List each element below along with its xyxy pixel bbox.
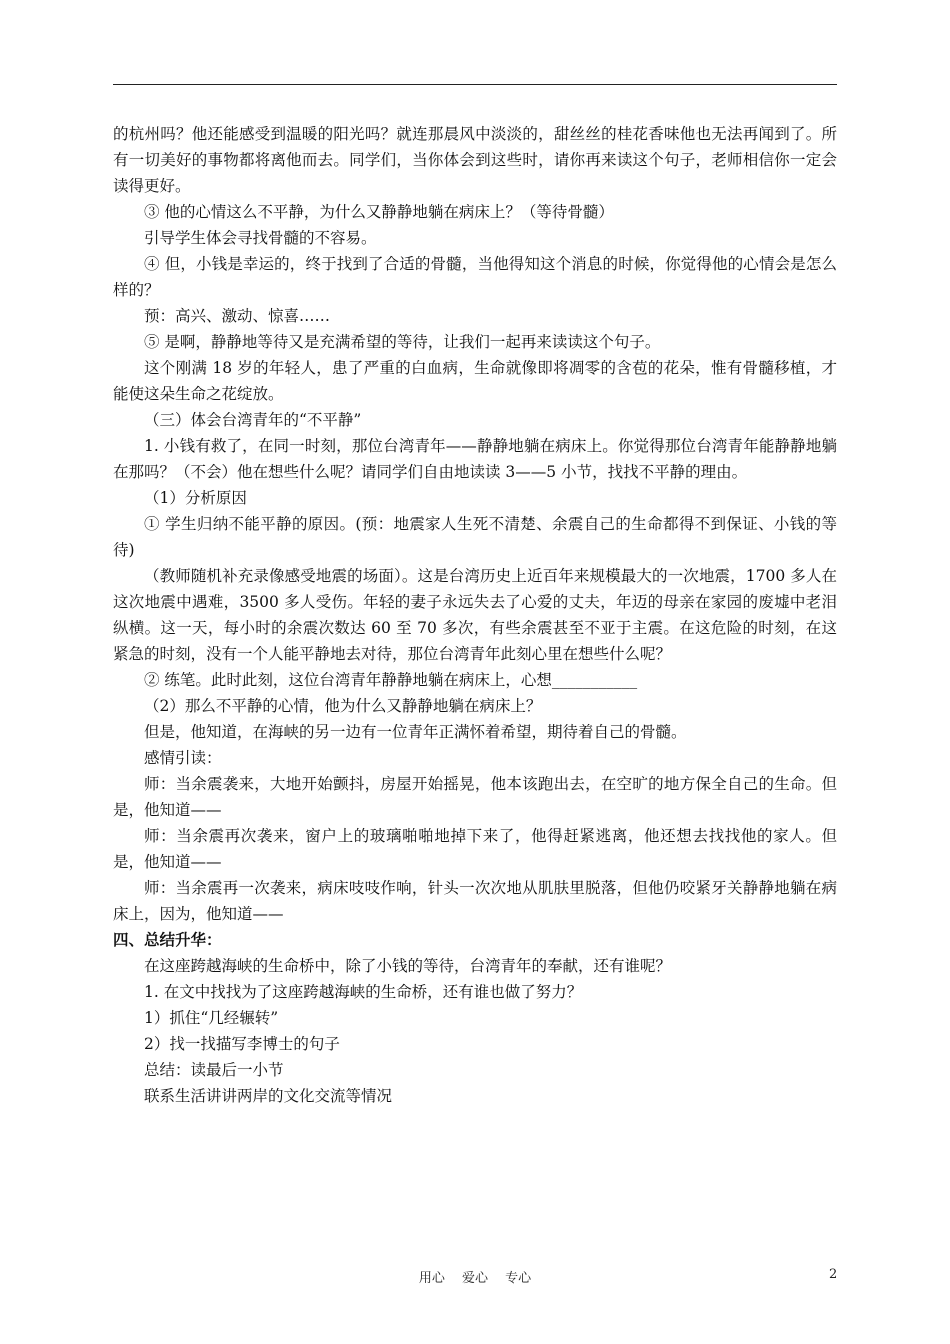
- paragraph: 总结：读最后一小节: [144, 1061, 284, 1079]
- paragraph: ② 练笔。此时此刻，这位台湾青年静静地躺在病床上，心想___________: [144, 671, 638, 689]
- paragraph: 但是，他知道，在海峡的另一边有一位青年正满怀着希望，期待着自己的骨髓。: [144, 723, 687, 741]
- paragraph: 1. 小钱有救了，在同一时刻，那位台湾青年——静静地躺在病床上。你觉得那位台湾青年能静静地躺在那吗？（不会）他在想些什么呢？请同学们自由地读读 3——5 小节，找找不平静的理由。: [113, 437, 837, 481]
- paragraph: ① 学生归纳不能平静的原因。(预：地震家人生死不清楚、余震自己的生命都得不到保证、小钱的等待): [113, 515, 837, 559]
- paragraph: 2）找一找描写李博士的句子: [144, 1035, 340, 1053]
- paragraph: 师：当余震再次袭来，窗户上的玻璃啪啪地掉下来了，他得赶紧逃离，他还想去找找他的家人。但是，他知道——: [113, 827, 837, 871]
- paragraph: ③ 他的心情这么不平静，为什么又静静地躺在病床上？（等待骨髓）: [144, 203, 614, 221]
- paragraph: 引导学生体会寻找骨髓的不容易。: [144, 229, 377, 247]
- paragraph: 预：高兴、激动、惊喜……: [144, 307, 331, 325]
- paragraph: ⑤ 是啊，静静地等待又是充满希望的等待，让我们一起再来读读这个句子。: [144, 333, 661, 351]
- footer-motto: 用心 爱心 专心: [418, 1271, 532, 1286]
- paragraph: （教师随机补充录像感受地震的场面）。这是台湾历史上近百年来规模最大的一次地震，1700 多人在这次地震中遇难，3500 多人受伤。年轻的妻子永远失去了心爱的丈夫，年迈的母亲在家园的废墟中老泪纵横。这一天，每小时的余震次数达 60 至 70 多次，有些余震甚至不亚于主震。在这危险的时刻，在这紧急的时刻，没有一个人能平静地去对待，那位台湾青年此刻心里在想些什么呢？: [113, 567, 837, 663]
- paragraph: 师：当余震再一次袭来，病床吱吱作响，针头一次次地从肌肤里脱落，但他仍咬紧牙关静静地躺在病床上，因为，他知道——: [113, 879, 837, 923]
- paragraph: （1）分析原因: [144, 489, 247, 507]
- section-heading: 四、总结升华：: [113, 930, 222, 949]
- paragraph: 1）抓住“几经辗转”: [144, 1009, 279, 1027]
- paragraph: 的杭州吗？他还能感受到温暖的阳光吗？就连那晨风中淡淡的，甜丝丝的桂花香味他也无法再闻到了。所有一切美好的事物都将离他而去。同学们，当你体会到这些时，请你再来读这个句子，老师相信你一定会读得更好。: [113, 125, 837, 195]
- document-body: [113, 121, 837, 1109]
- page-number: 2: [829, 1267, 838, 1282]
- header-rule: [113, 84, 837, 85]
- paragraph: 这个刚满 18 岁的年轻人，患了严重的白血病，生命就像即将凋零的含苞的花朵，惟有骨髓移植，才能使这朵生命之花绽放。: [113, 359, 837, 403]
- paragraph: （三）体会台湾青年的“不平静”: [144, 411, 362, 429]
- paragraph: 师：当余震袭来，大地开始颤抖，房屋开始摇晃，他本该跑出去，在空旷的地方保全自己的生命。但是，他知道——: [113, 775, 837, 819]
- paragraph: 联系生活讲讲两岸的文化交流等情况: [144, 1087, 393, 1105]
- paragraph: （2）那么不平静的心情，他为什么又静静地躺在病床上？: [144, 697, 542, 715]
- paragraph: 1. 在文中找找为了这座跨越海峡的生命桥，还有谁也做了努力？: [144, 983, 583, 1001]
- paragraph: ④ 但，小钱是幸运的，终于找到了合适的骨髓，当他得知这个消息的时候，你觉得他的心情会是怎么样的？: [113, 255, 837, 299]
- paragraph: 在这座跨越海峡的生命桥中，除了小钱的等待，台湾青年的奉献，还有谁呢？: [144, 957, 672, 975]
- paragraph: 感情引读：: [144, 749, 222, 767]
